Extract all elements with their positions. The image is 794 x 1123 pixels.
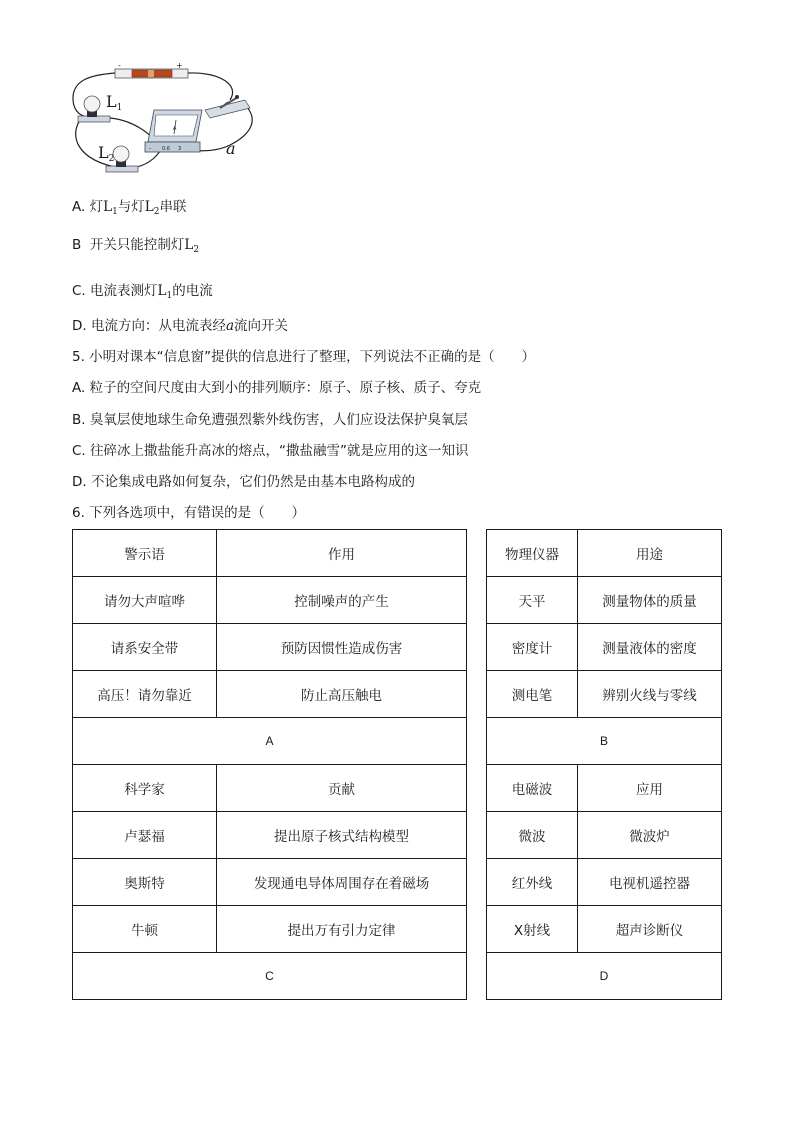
table-cell: X射线 [487,906,578,953]
table-cell: 微波炉 [578,812,722,859]
table-row [487,812,722,859]
table-cell: 辨别火线与零线 [578,671,722,718]
table-cell: 天平 [487,577,578,624]
q5-option-d: D. 不论集成电路如何复杂，它们仍然是由基本电路构成的 [72,474,415,490]
table-cell: 提出原子核式结构模型 [217,812,467,859]
table-row [487,953,722,1000]
ammeter-terminal-3: 3 [178,146,182,152]
table-b [486,529,722,1000]
table-a-header-1: 警示语 [73,530,217,577]
table-b-label: B [487,718,722,765]
table-cell: 测量液体的密度 [578,624,722,671]
table-row [73,671,467,718]
circuit-diagram [70,60,270,185]
circuit-figure [70,60,270,185]
ammeter-terminal-06: 0.6 [162,146,170,152]
table-d-header-1: 电磁波 [487,765,578,812]
table-cell: 电视机遥控器 [578,859,722,906]
table-a-label: A [73,718,467,765]
table-row [73,765,467,812]
table-cell: 密度计 [487,624,578,671]
table-row [73,859,467,906]
table-cell: 奥斯特 [73,859,217,906]
label-L1: $L_1$ [106,92,123,113]
table-c-label: C [73,953,467,1000]
label-L2: $L_2$ [98,143,115,164]
table-row [487,530,722,577]
battery-plus-label: + [176,61,183,70]
q4-option-b: B 开关只能控制灯$L_2$ [72,237,200,255]
table-row [487,624,722,671]
q5-option-a: A. 粒子的空间尺度由大到小的排列顺序：原子、原子核、质子、夸克 [72,380,482,396]
table-cell: 请勿大声喧哗 [73,577,217,624]
table-row [487,859,722,906]
table-cell: 测量物体的质量 [578,577,722,624]
ammeter-minus: - [149,145,152,152]
label-a: a [226,139,236,158]
table-row [487,671,722,718]
table-row [487,718,722,765]
table-cell: 请系安全带 [73,624,217,671]
table-cell: 控制噪声的产生 [217,577,467,624]
table-c-header-1: 科学家 [73,765,217,812]
table-cell: 发现通电导体周围存在着磁场 [217,859,467,906]
table-d-header-2: 应用 [578,765,722,812]
table-c-header-2: 贡献 [217,765,467,812]
q6-stem: 6. 下列各选项中，有错误的是（ ） [72,505,306,521]
table-row [73,530,467,577]
table-cell: 红外线 [487,859,578,906]
table-a-header-2: 作用 [217,530,467,577]
table-cell: 超声诊断仪 [578,906,722,953]
table-cell: 提出万有引力定律 [217,906,467,953]
table-row [487,577,722,624]
table-row [73,953,467,1000]
q5-option-b: B. 臭氧层使地球生命免遭强烈紫外线伤害，人们应设法保护臭氧层 [72,412,468,428]
table-row [73,577,467,624]
table-row [73,906,467,953]
table-b-header-1: 物理仪器 [487,530,578,577]
table-b-header-2: 用途 [578,530,722,577]
table-row [73,624,467,671]
table-row [487,765,722,812]
table-row [487,906,722,953]
ammeter-letter: A [173,126,177,132]
q4-option-d: D. 电流方向：从电流表经a流向开关 [72,318,289,334]
table-cell: 测电笔 [487,671,578,718]
table-cell: 微波 [487,812,578,859]
q4-option-c: C. 电流表测灯$L_1$的电流 [72,283,213,301]
table-cell: 防止高压触电 [217,671,467,718]
table-d-label: D [487,953,722,1000]
table-cell: 预防因惯性造成伤害 [217,624,467,671]
table-cell: 卢瑟福 [73,812,217,859]
table-cell: 牛顿 [73,906,217,953]
table-row [73,812,467,859]
battery-minus-label: - [118,61,121,70]
q4-option-a: A. 灯$L_1$与灯$L_2$串联 [72,199,187,217]
table-row [73,718,467,765]
table-cell: 高压！请勿靠近 [73,671,217,718]
q5-stem: 5. 小明对课本“信息窗”提供的信息进行了整理，下列说法不正确的是（ ） [72,349,536,365]
q5-option-c: C. 往碎冰上撒盐能升高冰的熔点，“撒盐融雪”就是应用的这一知识 [72,443,469,459]
table-a [72,529,467,1000]
